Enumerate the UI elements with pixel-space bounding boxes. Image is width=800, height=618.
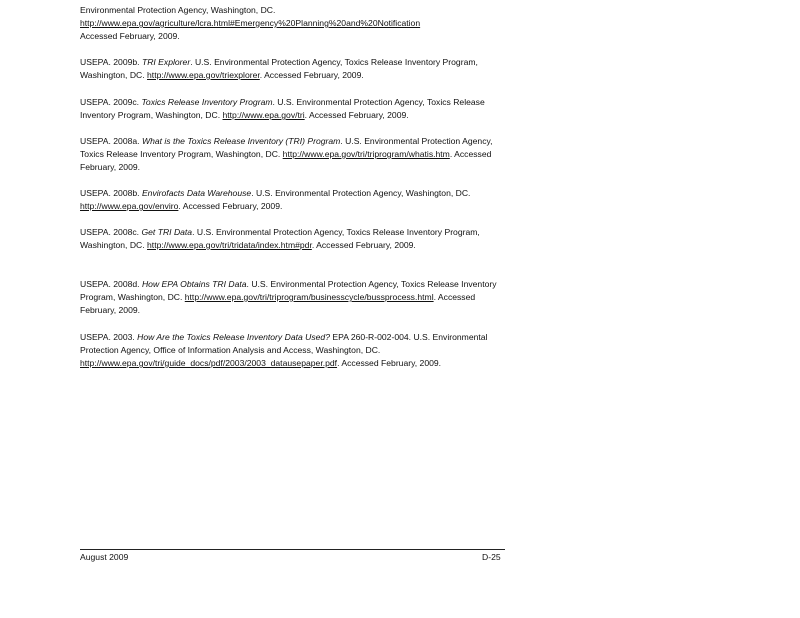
reference-title: Toxics Release Inventory Program [141, 97, 273, 107]
reference-url-link[interactable]: http://www.epa.gov/tri [222, 110, 305, 120]
reference-title: How Are the Toxics Release Inventory Data Used? [137, 332, 330, 342]
reference-title: Get TRI Data [141, 227, 193, 237]
reference-citation-start: USEPA. 2009c. [80, 97, 142, 107]
reference-entry [80, 56, 505, 82]
footer-date: August 2009 [80, 552, 129, 562]
reference-text: Environmental Protection Agency, Washington, DC. [80, 5, 276, 15]
reference-title: How EPA Obtains TRI Data [141, 279, 247, 289]
reference-entry [80, 278, 505, 317]
reference-accessed: . Accessed February, 2009. [178, 201, 283, 211]
reference-citation-rest: . U.S. Environmental Protection Agency, Toxics Release Inventory Program, Washington, DC. [80, 279, 497, 302]
reference-citation-start: USEPA. 2008d. [80, 279, 142, 289]
reference-accessed: . Accessed February, 2009. [80, 149, 492, 172]
reference-citation-start: USEPA. 2008a. [80, 136, 142, 146]
reference-entry [80, 4, 505, 43]
reference-url-link[interactable]: http://www.epa.gov/enviro [80, 201, 179, 211]
reference-title: TRI Explorer [141, 57, 191, 67]
reference-citation-rest: . U.S. Environmental Protection Agency, Toxics Release Inventory Program, Washington, DC. [80, 136, 493, 159]
reference-citation-start: USEPA. 2009b. [80, 57, 142, 67]
reference-accessed: . Accessed February, 2009. [259, 70, 364, 80]
reference-title: Envirofacts Data Warehouse [141, 188, 252, 198]
reference-accessed: . Accessed February, 2009. [337, 358, 442, 368]
footer-divider [80, 549, 505, 550]
reference-citation-rest: . U.S. Environmental Protection Agency, Toxics Release Inventory Program, Washington, DC. [80, 227, 480, 250]
reference-citation-rest: . U.S. Environmental Protection Agency, Toxics Release Inventory Program, Washington, DC. [80, 57, 478, 80]
reference-url-link[interactable]: http://www.epa.gov/tri/guide_docs/pdf/2003/2003_datausepaper.pdf [80, 358, 338, 368]
reference-entry [80, 331, 505, 370]
reference-citation-start: USEPA. 2008b. [80, 188, 142, 198]
reference-entry [80, 187, 505, 213]
reference-entry [80, 226, 505, 252]
reference-accessed: . Accessed February, 2009. [304, 110, 409, 120]
reference-citation-rest: EPA 260-R-002-004. U.S. Environmental Protection Agency, Office of Information Analysis and Access, Washington, DC. [80, 332, 488, 355]
reference-accessed: . Accessed February, 2009. [80, 292, 476, 315]
reference-entry [80, 96, 505, 122]
reference-url-link[interactable]: http://www.epa.gov/triexplorer [147, 70, 260, 80]
reference-citation-start: USEPA. 2003. [80, 332, 138, 342]
reference-url-link[interactable]: http://www.epa.gov/tri/tridata/index.htm#pdr [147, 240, 312, 250]
reference-url-link[interactable]: http://www.epa.gov/tri/triprogram/whatis.htm [282, 149, 450, 159]
reference-accessed: Accessed February, 2009. [80, 31, 180, 41]
reference-entry [80, 135, 505, 174]
reference-citation-start: USEPA. 2008c. [80, 227, 142, 237]
reference-accessed: . Accessed February, 2009. [311, 240, 416, 250]
reference-url-link[interactable]: http://www.epa.gov/agriculture/lcra.html#Emergency%20Planning%20and%20Notification [80, 18, 421, 28]
footer-page-number: D-25 [482, 552, 501, 562]
reference-citation-rest: . U.S. Environmental Protection Agency, Washington, DC. [251, 188, 471, 198]
reference-url-link[interactable]: http://www.epa.gov/tri/triprogram/businesscycle/bussprocess.html [184, 292, 434, 302]
reference-citation-rest: . U.S. Environmental Protection Agency, Toxics Release Inventory Program, Washington, DC. [80, 97, 485, 120]
reference-title: What is the Toxics Release Inventory (TRI) Program [141, 136, 341, 146]
